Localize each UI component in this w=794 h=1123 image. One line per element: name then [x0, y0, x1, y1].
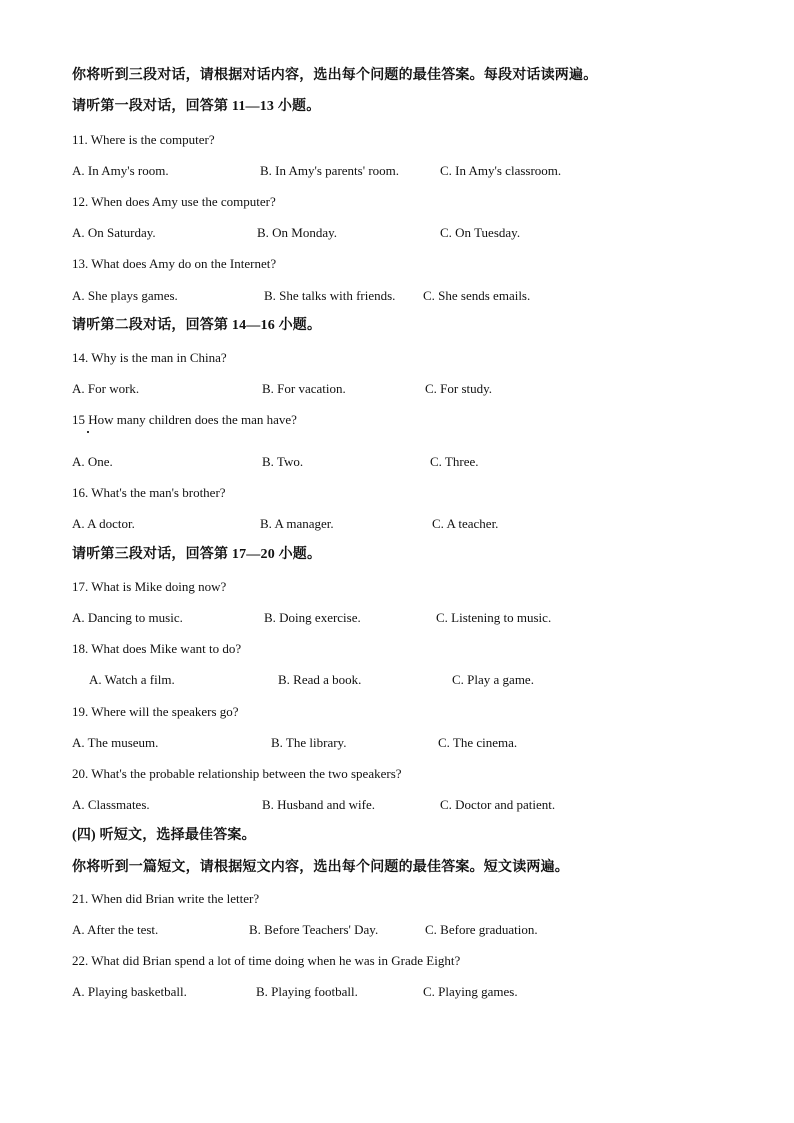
option-c: C. Play a game.: [452, 672, 534, 687]
option-a: A. A doctor.: [72, 516, 135, 531]
option-a: A. One.: [72, 454, 113, 469]
option-b: B. Doing exercise.: [264, 610, 361, 625]
stray-dot: [87, 431, 89, 433]
section-intro: 你将听到一篇短文，请根据短文内容，选出每个问题的最佳答案。短文读两遍。: [72, 860, 569, 875]
option-c: C. The cinema.: [438, 735, 518, 750]
option-c: C. For study.: [425, 381, 493, 396]
option-c: C. Playing games.: [423, 984, 518, 999]
option-b: B. On Monday.: [257, 225, 338, 240]
dialog-heading: 请听第二段对话，回答第 14—16 小题。: [72, 318, 322, 333]
option-b: B. Read a book.: [278, 672, 362, 687]
option-a: A. Watch a film.: [89, 672, 175, 687]
question-text: 20. What's the probable relationship between the two speakers?: [72, 766, 402, 781]
option-c: C. Doctor and patient.: [440, 797, 556, 812]
option-c: C. Three.: [430, 454, 479, 469]
option-b: B. For vacation.: [262, 381, 346, 396]
question-text: 12. When does Amy use the computer?: [72, 194, 276, 209]
option-a: A. After the test.: [72, 922, 159, 937]
option-b: B. In Amy's parents' room.: [260, 163, 400, 178]
question-text: 19. Where will the speakers go?: [72, 704, 239, 719]
option-a: A. Classmates.: [72, 797, 150, 812]
question-text: 17. What is Mike doing now?: [72, 579, 227, 594]
option-a: A. On Saturday.: [72, 225, 156, 240]
question-text: 11. Where is the computer?: [72, 132, 215, 147]
option-a: A. In Amy's room.: [72, 163, 169, 178]
option-b: B. The library.: [271, 735, 347, 750]
option-c: C. In Amy's classroom.: [440, 163, 562, 178]
section-title: (四) 听短文，选择最佳答案。: [72, 828, 256, 843]
option-c: C. She sends emails.: [423, 288, 531, 303]
question-text: 13. What does Amy do on the Internet?: [72, 256, 277, 271]
option-b: B. She talks with friends.: [264, 288, 396, 303]
section-intro: 你将听到三段对话，请根据对话内容，选出每个问题的最佳答案。每段对话读两遍。: [72, 68, 598, 83]
dialog-heading: 请听第一段对话，回答第 11—13 小题。: [72, 99, 321, 114]
question-text: 15 How many children does the man have?: [72, 412, 297, 427]
option-c: C. Before graduation.: [425, 922, 538, 937]
option-a: A. She plays games.: [72, 288, 178, 303]
option-c: C. A teacher.: [432, 516, 499, 531]
question-text: 22. What did Brian spend a lot of time doing when he was in Grade Eight?: [72, 953, 461, 968]
question-text: 18. What does Mike want to do?: [72, 641, 242, 656]
question-text: 16. What's the man's brother?: [72, 485, 226, 500]
option-a: A. For work.: [72, 381, 140, 396]
option-b: B. Husband and wife.: [262, 797, 376, 812]
option-b: B. Two.: [262, 454, 304, 469]
option-b: B. Playing football.: [256, 984, 358, 999]
option-c: C. Listening to music.: [436, 610, 552, 625]
option-c: C. On Tuesday.: [440, 225, 521, 240]
option-a: A. Playing basketball.: [72, 984, 187, 999]
option-b: B. Before Teachers' Day.: [249, 922, 379, 937]
question-text: 14. Why is the man in China?: [72, 350, 227, 365]
question-text: 21. When did Brian write the letter?: [72, 891, 260, 906]
dialog-heading: 请听第三段对话，回答第 17—20 小题。: [72, 547, 322, 562]
option-a: A. The museum.: [72, 735, 159, 750]
option-a: A. Dancing to music.: [72, 610, 183, 625]
option-b: B. A manager.: [260, 516, 334, 531]
